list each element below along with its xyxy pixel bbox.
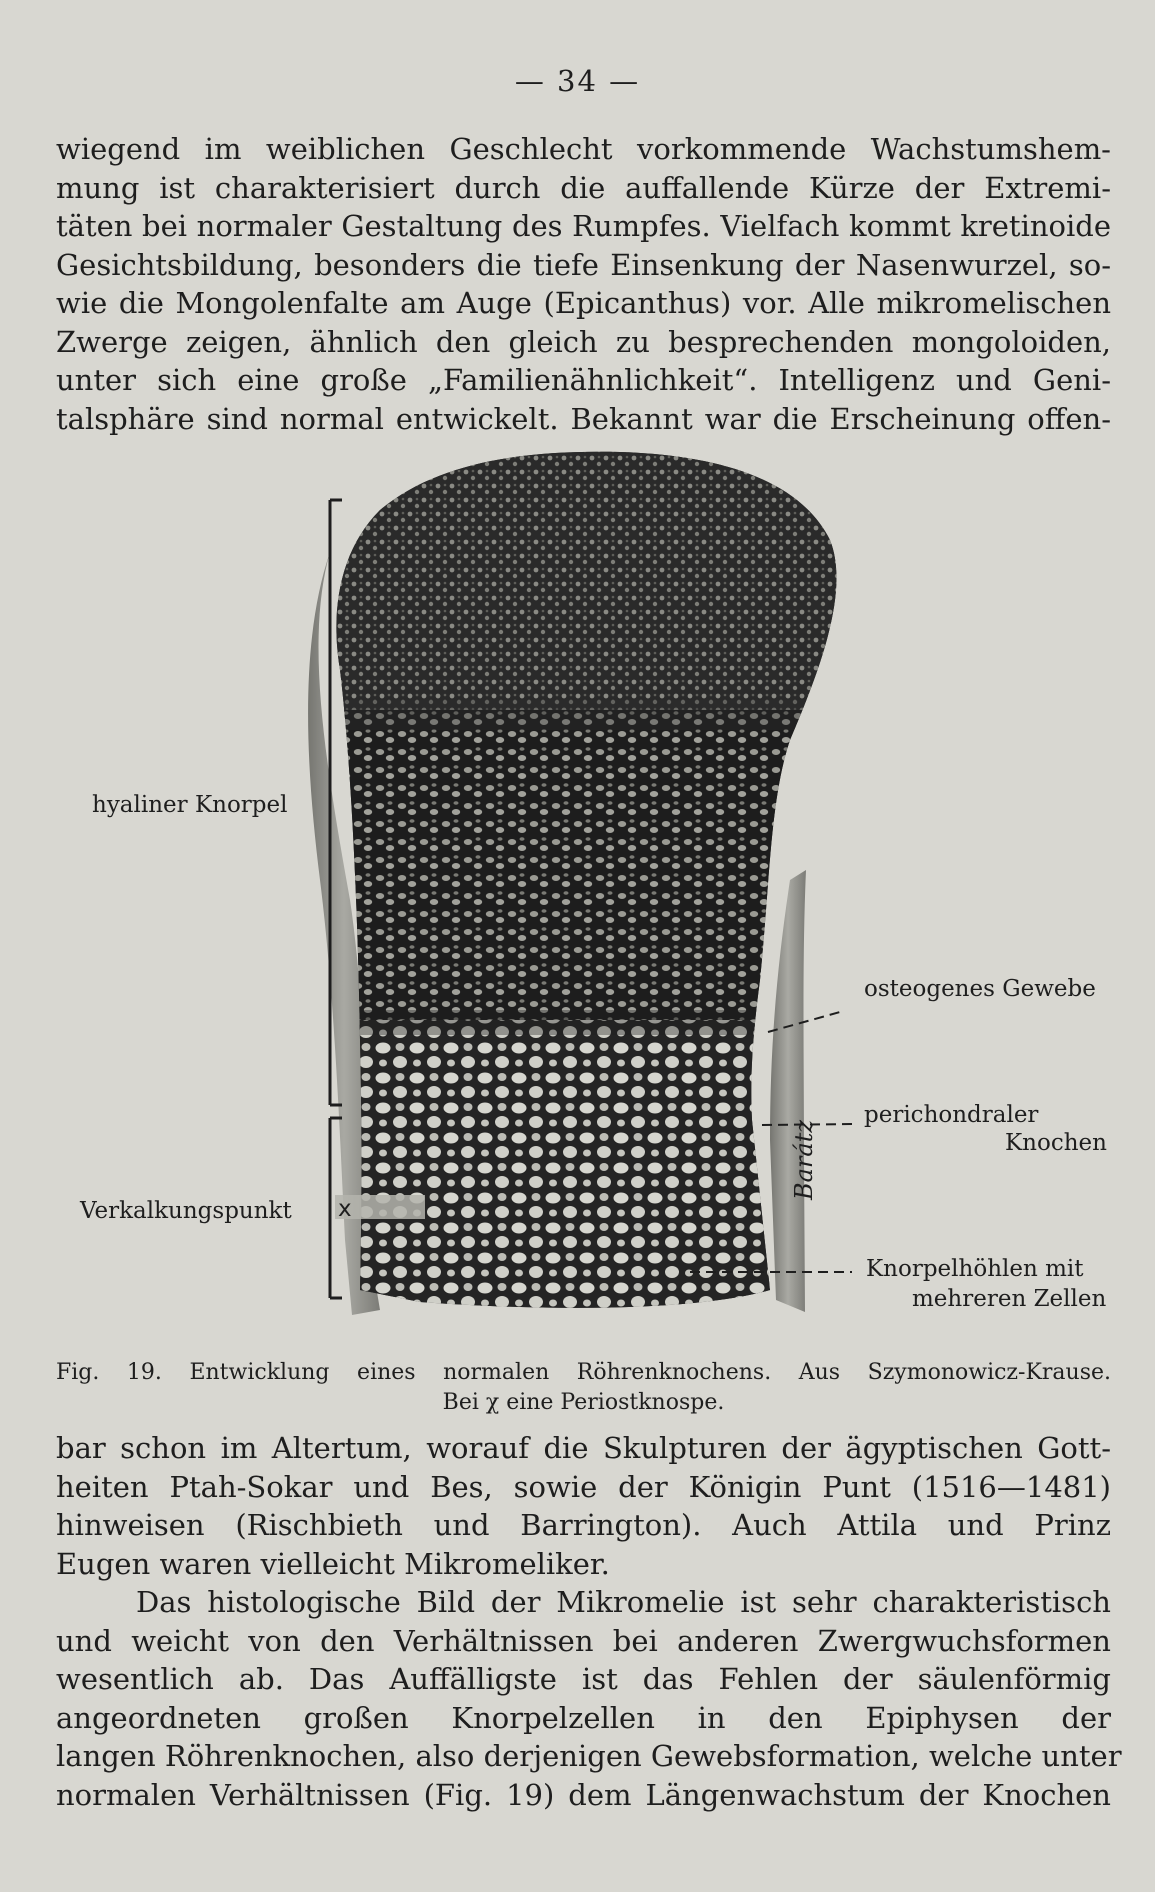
text-line: und weicht von den Verhältnissen bei anderen Zwergwuchsformen (56, 1623, 1111, 1658)
figure-19 (0, 440, 1155, 1360)
paragraph-top (56, 130, 1111, 438)
label-hyaliner-knorpel: hyaliner Knorpel (92, 792, 288, 818)
label-osteogenes-gewebe: osteogenes Gewebe (864, 976, 1096, 1002)
label-knorpelhoehlen: Knorpelhöhlen mit (866, 1256, 1084, 1282)
text-line: angeordneten großen Knorpelzellen in den Epiphysen der (56, 1700, 1111, 1735)
text-line: talsphäre sind normal entwickelt. Bekannt war die Erscheinung offen- (56, 401, 1111, 436)
paragraph-bottom (56, 1429, 1122, 1814)
text-line: Zwerge zeigen, ähnlich den gleich zu besprechenden mongoloiden, (56, 324, 1111, 359)
label-perichondraler: perichondraler (864, 1102, 1039, 1128)
text-line: wiegend im weiblichen Geschlecht vorkommende Wachstumshem- (56, 132, 1111, 166)
text-line: unter sich eine große „Familienähnlichkeit“. Intelligenz und Geni- (56, 363, 1111, 397)
text-line: wie die Mongolenfalte am Auge (Epicanthus) vor. Alle mikromelischen (56, 286, 1111, 320)
text-line: Eugen waren vielleicht Mikromeliker. (56, 1546, 610, 1581)
text-line: wesentlich ab. Das Auffälligste ist das Fehlen der säulenförmig (56, 1662, 1111, 1696)
label-knochen: Knochen (1005, 1130, 1107, 1156)
label-mehreren-zellen: mehreren Zellen (912, 1286, 1107, 1312)
text-line: täten bei normaler Gestaltung des Rumpfes. Vielfach kommt kretinoide (56, 209, 1111, 243)
caption-line: Bei χ eine Periostknospe. (442, 1390, 725, 1415)
text-line: hinweisen (Rischbieth und Barrington). Auch Attila und Prinz (56, 1508, 1111, 1542)
caption-line: Fig. 19. Entwicklung eines normalen Röhrenknochens. Aus Szymonowicz-Krause. (56, 1360, 1111, 1385)
text-line: Gesichtsbildung, besonders die tiefe Einsenkung der Nasenwurzel, so- (56, 247, 1111, 282)
text-line: mung ist charakterisiert durch die auffallende Kürze der Extremi- (56, 170, 1111, 205)
text-line: heiten Ptah-Sokar und Bes, sowie der Königin Punt (1516—1481) (56, 1469, 1111, 1504)
figure-caption (56, 1358, 1111, 1418)
label-verkalkung-mark: x (338, 1196, 352, 1222)
label-verkalkungspunkt: Verkalkungspunkt (80, 1198, 292, 1224)
text-line: Das histologische Bild der Mikromelie ist sehr charakteristisch (136, 1585, 1111, 1619)
page-number: — 34 — (514, 64, 641, 98)
text-line: langen Röhrenknochen, also derjenigen Gewebsformation, welche unter (56, 1739, 1122, 1773)
signature-text: Barátz (790, 1119, 818, 1200)
text-line: bar schon im Altertum, worauf die Skulpturen der ägyptischen Gott- (56, 1431, 1111, 1465)
text-line: normalen Verhältnissen (Fig. 19) dem Längenwachstum der Knochen (56, 1777, 1111, 1812)
